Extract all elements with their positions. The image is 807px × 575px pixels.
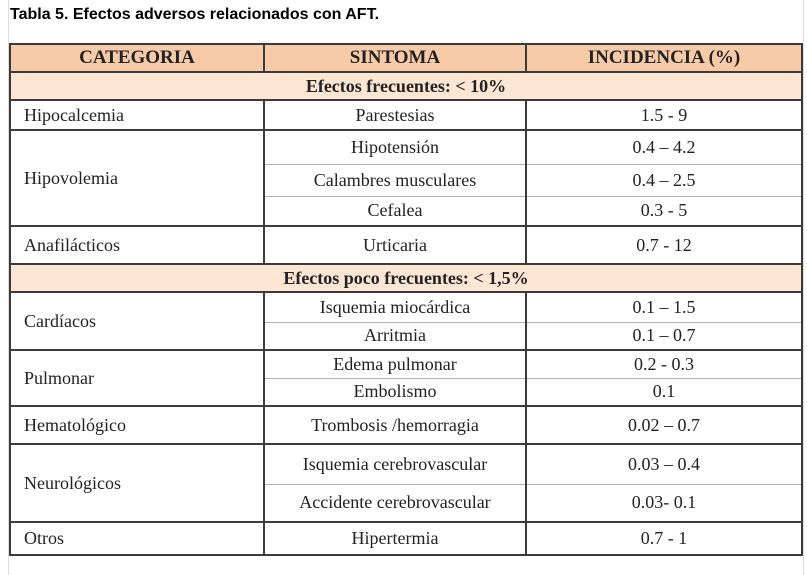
table-row (10, 292, 802, 322)
category-cell: Neurológicos (10, 444, 264, 522)
incidence-cell: 1.5 - 9 (526, 100, 802, 130)
table-row (10, 444, 802, 484)
incidence-cell: 0.03- 0.1 (526, 484, 802, 522)
table-row (10, 130, 802, 164)
symptom-cell: Accidente cerebrovascular (264, 484, 526, 522)
table-row (10, 350, 802, 378)
category-cell: Hematológico (10, 406, 264, 444)
incidence-cell: 0.2 - 0.3 (526, 350, 802, 378)
symptom-cell: Trombosis /hemorragia (264, 406, 526, 444)
symptom-cell: Calambres musculares (264, 164, 526, 196)
section-title: Efectos frecuentes: < 10% (10, 72, 802, 100)
section-row (10, 264, 802, 292)
incidence-cell: 0.1 – 1.5 (526, 292, 802, 322)
symptom-cell: Hipotensión (264, 130, 526, 164)
incidence-cell: 0.03 – 0.4 (526, 444, 802, 484)
adverse-effects-table (9, 43, 803, 556)
header-categoria: CATEGORIA (10, 44, 264, 72)
incidence-cell: 0.1 – 0.7 (526, 322, 802, 350)
sheet-gridline (803, 0, 804, 575)
incidence-cell: 0.1 (526, 378, 802, 406)
table-row (10, 100, 802, 130)
incidence-cell: 0.7 - 1 (526, 522, 802, 555)
section-row (10, 72, 802, 100)
category-cell: Otros (10, 522, 264, 555)
symptom-cell: Cefalea (264, 196, 526, 226)
header-row (10, 44, 802, 72)
incidence-cell: 0.4 – 2.5 (526, 164, 802, 196)
incidence-cell: 0.3 - 5 (526, 196, 802, 226)
incidence-cell: 0.7 - 12 (526, 226, 802, 264)
category-cell: Hipocalcemia (10, 100, 264, 130)
table-row (10, 522, 802, 555)
category-cell: Cardíacos (10, 292, 264, 350)
symptom-cell: Hipertermia (264, 522, 526, 555)
category-cell: Hipovolemia (10, 130, 264, 226)
symptom-cell: Isquemia cerebrovascular (264, 444, 526, 484)
section-title: Efectos poco frecuentes: < 1,5% (10, 264, 802, 292)
incidence-cell: 0.02 – 0.7 (526, 406, 802, 444)
symptom-cell: Urticaria (264, 226, 526, 264)
incidence-cell: 0.4 – 4.2 (526, 130, 802, 164)
header-incidencia: INCIDENCIA (%) (526, 44, 802, 72)
table-row (10, 226, 802, 264)
symptom-cell: Arritmia (264, 322, 526, 350)
symptom-cell: Isquemia miocárdica (264, 292, 526, 322)
category-cell: Anafilácticos (10, 226, 264, 264)
symptom-cell: Embolismo (264, 378, 526, 406)
table-caption: Tabla 5. Efectos adversos relacionados con AFT. (10, 6, 380, 23)
symptom-cell: Parestesias (264, 100, 526, 130)
header-sintoma: SINTOMA (264, 44, 526, 72)
table-row (10, 406, 802, 444)
category-cell: Pulmonar (10, 350, 264, 406)
symptom-cell: Edema pulmonar (264, 350, 526, 378)
